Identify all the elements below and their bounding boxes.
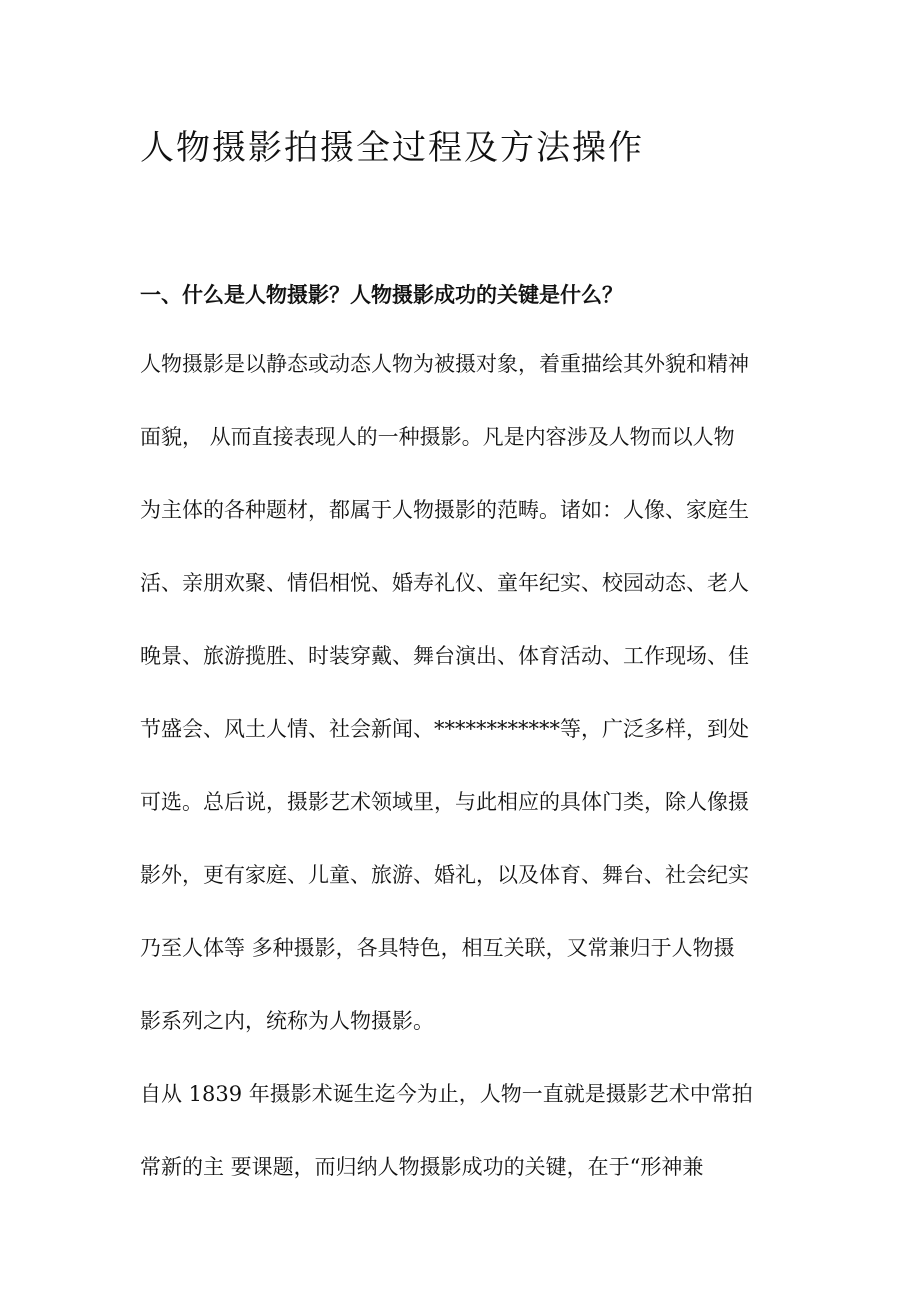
paragraph-line: 人物摄影是以静态或动态人物为被摄对象，着重描绘其外貌和精神 — [140, 352, 749, 376]
paragraph-line: 影外，更有家庭、儿童、旅游、婚礼，以及体育、舞台、社会纪实 — [140, 863, 749, 887]
section-heading: 一、什么是人物摄影？人物摄影成功的关键是什么？ — [140, 282, 623, 307]
paragraph-line: 面貌， 从而直接表现人的一种摄影。凡是内容涉及人物而以人物 — [140, 425, 735, 449]
paragraph-line: 为主体的各种题材，都属于人物摄影的范畴。诸如：人像、家庭生 — [140, 498, 749, 522]
paragraph-line: 自从 1839 年摄影术诞生迄今为止，人物一直就是摄影艺术中常拍 — [140, 1082, 753, 1106]
paragraph-line: 活、亲朋欢聚、情侣相悦、婚寿礼仪、童年纪实、校园动态、老人 — [140, 571, 749, 595]
paragraph-line: 晚景、旅游揽胜、时装穿戴、舞台演出、体育活动、工作现场、佳 — [140, 644, 749, 668]
paragraph-line: 乃至人体等 多种摄影，各具特色，相互关联，又常兼归于人物摄 — [140, 936, 735, 960]
paragraph-line: 影系列之内，统称为人物摄影。 — [140, 1009, 434, 1033]
paragraph-line: 节盛会、风土人情、社会新闻、************等，广泛多样，到处 — [140, 717, 749, 741]
paragraph-line: 可选。总后说，摄影艺术领域里，与此相应的具体门类，除人像摄 — [140, 790, 749, 814]
document-title: 人物摄影拍摄全过程及方法操作 — [140, 128, 644, 168]
paragraph-line: 常新的主 要课题，而归纳人物摄影成功的关键，在于“形神兼 — [140, 1155, 704, 1179]
